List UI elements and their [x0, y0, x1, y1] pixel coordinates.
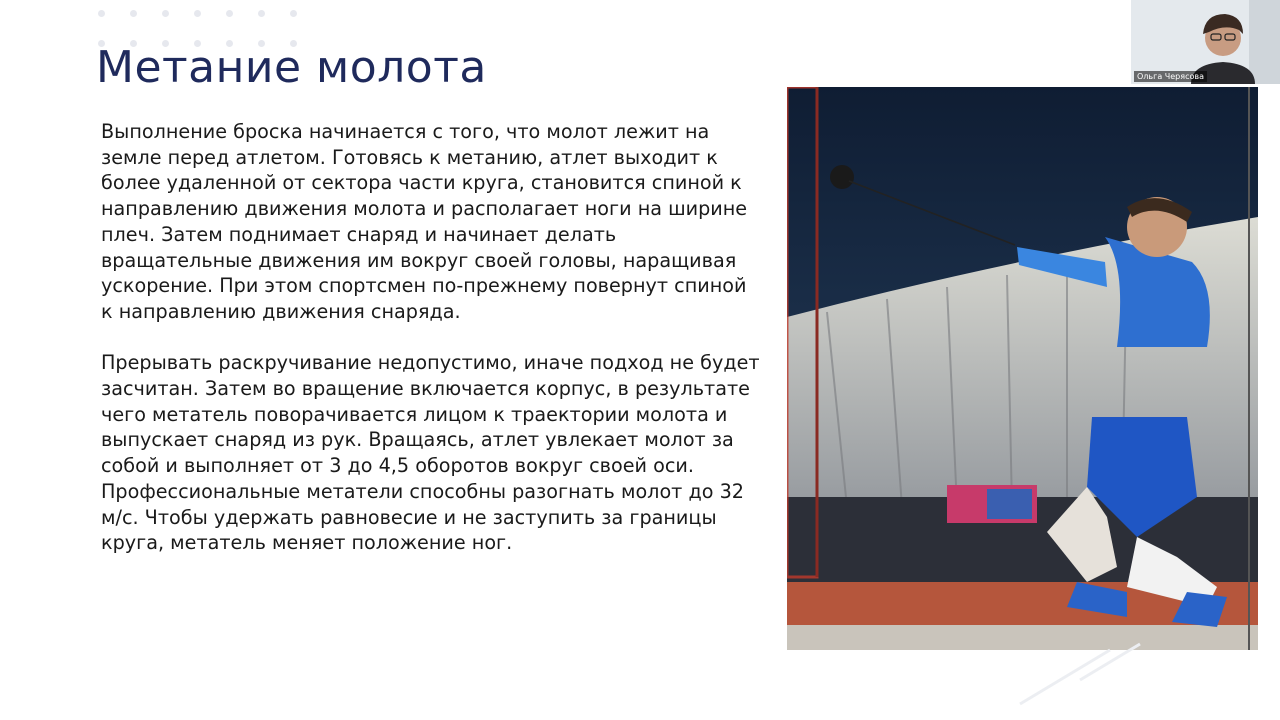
- paragraph-1: Выполнение броска начинается с того, что молот лежит на земле перед атлетом. Готовясь к метанию, атлет выходит к более удаленной от сектора части круга, становится спиной к направлению движения молота и располагает ноги на ширине плеч. Затем поднимает снаряд и начинает делать вращательные движения им вокруг своей головы, наращивая ускорение. При этом спортсмен по-прежнему повернут спиной к направлению движения снаряда.: [101, 120, 748, 323]
- paragraph-2: Прерывать раскручивание недопустимо, иначе подход не будет засчитан. Затем во вращение включается корпус, в результате чего метатель поворачивается лицом к траектории молота и выпускает снаряд из рук. Вращаясь, атлет увлекает молот за собой и выполняет от 3 до 4,5 оборотов вокруг своей оси. Профессиональные метатели способны разогнать молот до 32 м/с. Чтобы удержать равновесие и не заступить за границы круга, метатель меняет положение ног.: [101, 351, 760, 555]
- decorative-lines: [1000, 640, 1150, 710]
- slide-body-text: [101, 119, 761, 582]
- participant-video-tile[interactable]: [1131, 0, 1280, 84]
- hammer-throw-photo: [787, 87, 1258, 650]
- participant-name-label: Ольга Черясова: [1134, 71, 1207, 82]
- slide-title: Метание молота: [96, 42, 487, 93]
